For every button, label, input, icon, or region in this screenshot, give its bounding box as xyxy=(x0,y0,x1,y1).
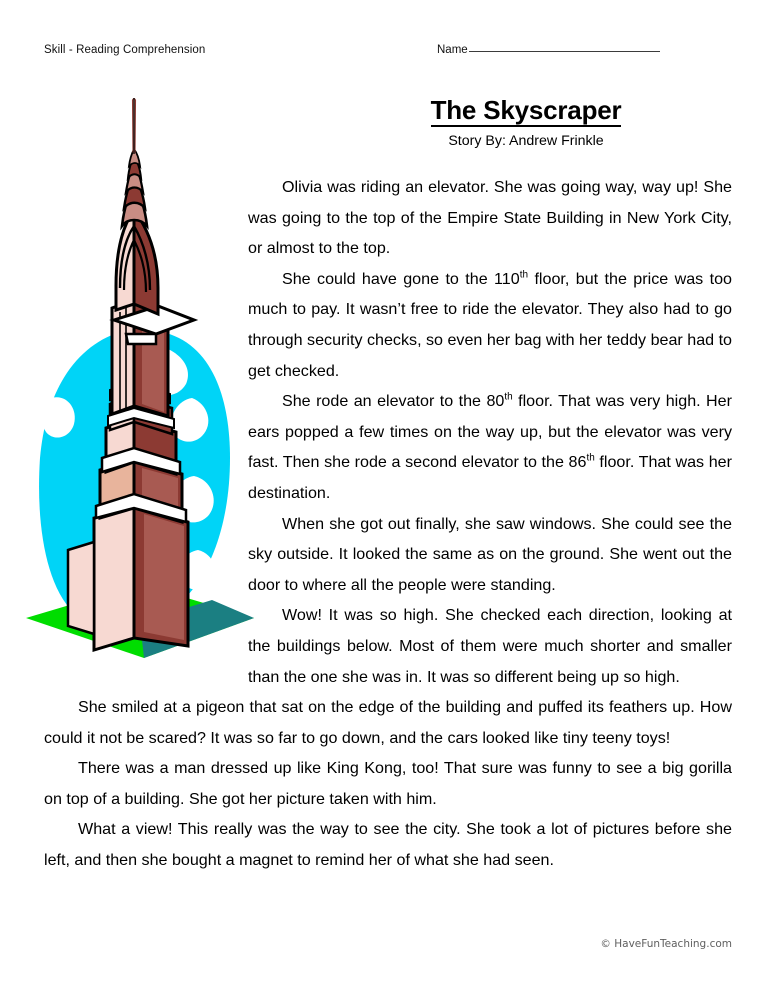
story-paragraph-6: She smiled at a pigeon that sat on the edge of the building and puffed its feathers up. How could it not be scared? It was so far to go down, and the cars looked like tiny teeny toys! xyxy=(44,698,732,747)
skill-label: Skill - Reading Comprehension xyxy=(44,44,206,56)
paragraph-3-prefix: She rode an elevator to the 80 xyxy=(282,392,505,411)
worksheet-header xyxy=(0,44,772,66)
title-block xyxy=(286,96,766,149)
paragraph-2-prefix: She could have gone to the 110 xyxy=(282,269,520,288)
ordinal-suffix-86: th xyxy=(586,452,595,464)
ordinal-suffix-110: th xyxy=(519,269,529,281)
illustration-text-wrap-spacer xyxy=(44,172,248,672)
story-author: Story By: Andrew Frinkle xyxy=(448,132,604,149)
name-write-line[interactable] xyxy=(469,51,660,52)
title-underline-wrap xyxy=(286,96,766,127)
paragraph-3-suffix: floor. That was her destination. xyxy=(248,453,732,502)
story-text-block xyxy=(44,172,732,876)
story-paragraph-5: Wow! It was so high. She checked each direction, looking at the buildings below. Most of them were much shorter and smaller than the one she was in. It was so different being up so high. xyxy=(248,606,732,686)
footer-credit: © HaveFunTeaching.com xyxy=(600,938,732,950)
name-field[interactable] xyxy=(437,44,660,56)
story-paragraph-4: When she got out finally, she saw windows. She could see the sky outside. It looked the same as on the ground. She went out the door to where all the people were standing. xyxy=(248,514,732,594)
page-title: The Skyscraper xyxy=(430,95,622,125)
ordinal-suffix-80: th xyxy=(504,391,513,403)
paragraph-2-suffix: floor, but the price was too much to pay. It wasn’t free to ride the elevator. They also had to go through security checks, so even her bag with her teddy bear had to get checked. xyxy=(248,269,733,380)
name-label: Name xyxy=(437,44,468,56)
story-paragraph-7: There was a man dressed up like King Kong, too! That sure was funny to see a big gorilla on top of a building. She got her picture taken with him. xyxy=(44,759,732,808)
paragraph-3-middle: floor. That was very high. Her ears popped a few times on the way up, but the elevator was very fast. Then she rode a second elevator to the 86 xyxy=(248,392,732,472)
story-paragraph-8: What a view! This really was the way to see the city. She took a lot of pictures before she left, and then she bought a magnet to remind her of what she had seen. xyxy=(44,820,732,870)
spire-needle-icon xyxy=(133,98,136,154)
story-paragraph-1: Olivia was riding an elevator. She was going way, way up! She was going to the top of the Empire State Building in New York City, or almost to the top. xyxy=(248,178,732,258)
